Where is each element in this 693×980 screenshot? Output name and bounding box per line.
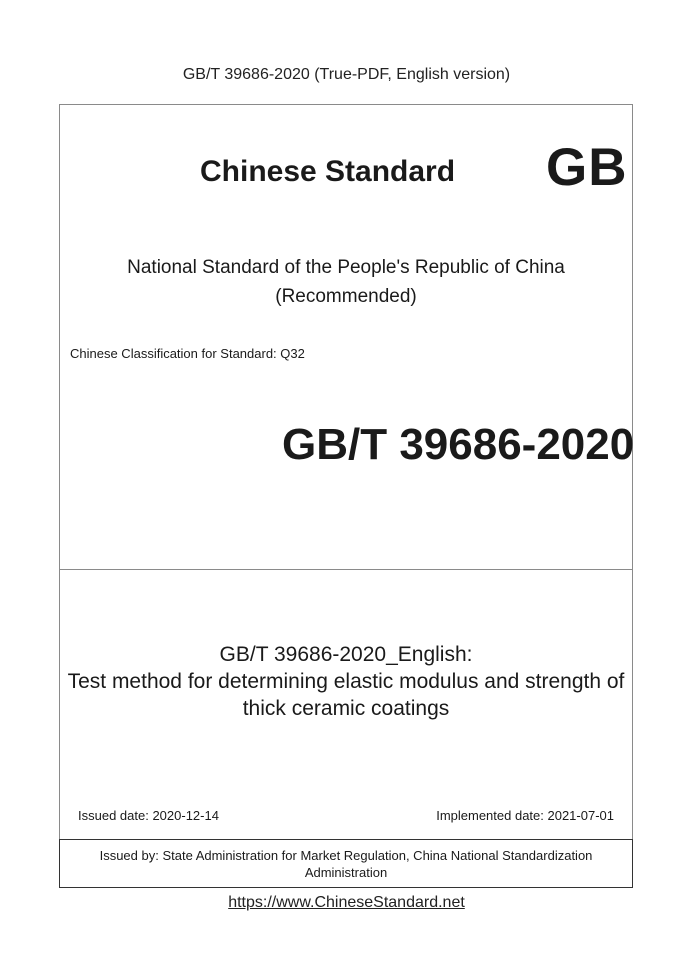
issued-by-line-2: Administration	[304, 865, 388, 880]
page-header: GB/T 39686-2020 (True-PDF, English version)	[182, 66, 511, 83]
title-line-1: GB/T 39686-2020_English:	[219, 643, 473, 666]
recommended-line: (Recommended)	[275, 286, 417, 307]
issued-date: Issued date: 2020-12-14	[78, 808, 219, 823]
gb-mark: GB	[546, 138, 628, 197]
classification-text: Chinese Classification for Standard: Q32	[70, 346, 305, 361]
implemented-date: Implemented date: 2021-07-01	[436, 808, 614, 823]
standard-number: GB/T 39686-2020	[282, 420, 635, 469]
title-line-2: Test method for determining elastic modulus and strength of	[67, 670, 625, 693]
national-standard-line: National Standard of the People's Republic of China	[127, 257, 565, 278]
issuer-frame	[59, 839, 633, 888]
issued-by-line-1: Issued by: State Administration for Market Regulation, China National Standardization	[99, 848, 593, 863]
footer-link[interactable]: https://www.ChineseStandard.net	[228, 894, 465, 911]
chinese-standard-heading: Chinese Standard	[200, 155, 456, 188]
title-line-3: thick ceramic coatings	[242, 697, 450, 720]
